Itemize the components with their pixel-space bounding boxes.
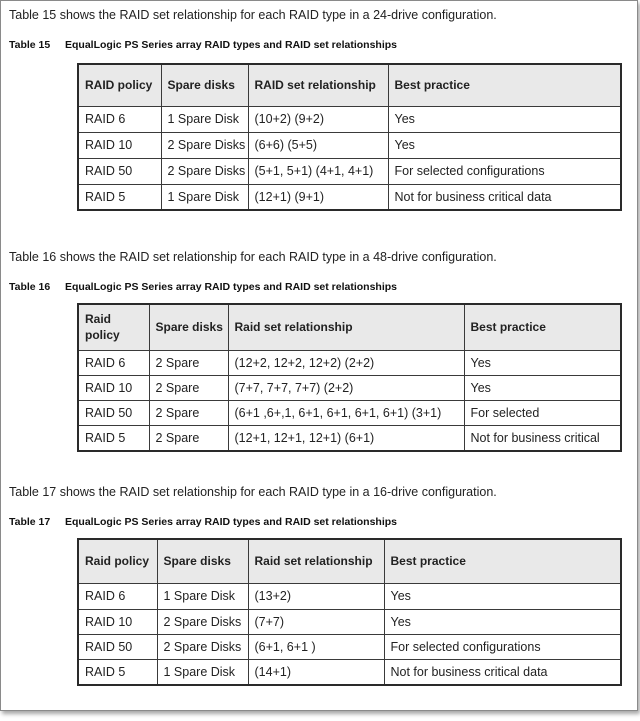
header-raid-set-relationship: RAID set relationship — [248, 64, 388, 106]
cell-spare-disks: 2 Spare Disks — [161, 132, 248, 158]
cell-raid-set-relationship: (5+1, 5+1) (4+1, 4+1) — [248, 158, 388, 184]
cell-raid-policy: RAID 50 — [78, 400, 149, 425]
cell-raid-set-relationship: (7+7, 7+7, 7+7) (2+2) — [228, 375, 464, 400]
caption-table-16 — [9, 281, 397, 293]
table-row — [78, 609, 621, 634]
cell-raid-policy: RAID 6 — [78, 106, 161, 132]
cell-spare-disks: 2 Spare Disks — [157, 609, 248, 634]
cell-spare-disks: 2 Spare Disks — [157, 634, 248, 659]
cell-best-practice: For selected configurations — [388, 158, 621, 184]
cell-spare-disks: 2 Spare — [149, 350, 228, 375]
cell-best-practice: Not for business critical data — [384, 659, 621, 685]
table-row — [78, 106, 621, 132]
table-row — [78, 634, 621, 659]
intro-paragraph-table-16: Table 16 shows the RAID set relationship for each RAID type in a 48-drive configuration. — [9, 250, 497, 264]
cell-spare-disks: 1 Spare Disk — [161, 184, 248, 210]
caption-number: Table 16 — [9, 281, 51, 293]
cell-best-practice: For selected — [464, 400, 621, 425]
header-best-practice: Best practice — [384, 539, 621, 583]
table-row — [78, 583, 621, 609]
table-row — [78, 132, 621, 158]
cell-raid-set-relationship: (13+2) — [248, 583, 384, 609]
table-row — [78, 659, 621, 685]
header-best-practice: Best practice — [464, 304, 621, 350]
cell-spare-disks: 2 Spare Disks — [161, 158, 248, 184]
cell-raid-set-relationship: (10+2) (9+2) — [248, 106, 388, 132]
cell-raid-set-relationship: (12+1, 12+1, 12+1) (6+1) — [228, 425, 464, 451]
table-row — [78, 425, 621, 451]
cell-best-practice: Yes — [384, 609, 621, 634]
cell-raid-set-relationship: (12+1) (9+1) — [248, 184, 388, 210]
cell-best-practice: Not for business critical — [464, 425, 621, 451]
cell-raid-set-relationship: (7+7) — [248, 609, 384, 634]
header-raid-policy: Raid policy — [78, 539, 157, 583]
raid-table-16 — [77, 303, 622, 452]
cell-raid-policy: RAID 5 — [78, 184, 161, 210]
cell-raid-policy: RAID 50 — [78, 158, 161, 184]
header-best-practice: Best practice — [388, 64, 621, 106]
cell-raid-set-relationship: (6+6) (5+5) — [248, 132, 388, 158]
cell-best-practice: Yes — [464, 375, 621, 400]
cell-raid-policy: RAID 10 — [78, 609, 157, 634]
cell-spare-disks: 2 Spare — [149, 375, 228, 400]
caption-number: Table 17 — [9, 516, 51, 528]
cell-raid-policy: RAID 6 — [78, 350, 149, 375]
cell-raid-set-relationship: (12+2, 12+2, 12+2) (2+2) — [228, 350, 464, 375]
caption-title: EqualLogic PS Series array RAID types and RAID set relationships — [65, 281, 398, 293]
raid-table-17 — [77, 538, 622, 686]
intro-paragraph-table-17: Table 17 shows the RAID set relationship for each RAID type in a 16-drive configuration. — [9, 485, 497, 499]
header-spare-disks: Spare disks — [157, 539, 248, 583]
table-header-row — [78, 539, 621, 583]
header-raid-set-relationship: Raid set relationship — [228, 304, 464, 350]
cell-raid-policy: RAID 50 — [78, 634, 157, 659]
header-raid-set-relationship: Raid set relationship — [248, 539, 384, 583]
caption-table-15 — [9, 39, 397, 51]
header-spare-disks: Spare disks — [161, 64, 248, 106]
caption-title: EqualLogic PS Series array RAID types and RAID set relationships — [65, 39, 398, 51]
cell-spare-disks: 1 Spare Disk — [157, 583, 248, 609]
cell-spare-disks: 2 Spare — [149, 425, 228, 451]
cell-raid-policy: RAID 5 — [78, 659, 157, 685]
cell-best-practice: For selected configurations — [384, 634, 621, 659]
cell-best-practice: Not for business critical data — [388, 184, 621, 210]
table-row — [78, 350, 621, 375]
cell-spare-disks: 1 Spare Disk — [161, 106, 248, 132]
header-raid-policy: Raid policy — [78, 304, 149, 350]
table-row — [78, 184, 621, 210]
cell-best-practice: Yes — [464, 350, 621, 375]
cell-spare-disks: 2 Spare — [149, 400, 228, 425]
caption-title: EqualLogic PS Series array RAID types and RAID set relationships — [65, 516, 398, 528]
cell-raid-set-relationship: (14+1) — [248, 659, 384, 685]
raid-table-15 — [77, 63, 622, 211]
cell-best-practice: Yes — [384, 583, 621, 609]
cell-spare-disks: 1 Spare Disk — [157, 659, 248, 685]
cell-raid-policy: RAID 6 — [78, 583, 157, 609]
cell-raid-policy: RAID 5 — [78, 425, 149, 451]
cell-best-practice: Yes — [388, 132, 621, 158]
cell-best-practice: Yes — [388, 106, 621, 132]
cell-raid-policy: RAID 10 — [78, 375, 149, 400]
caption-number: Table 15 — [9, 39, 51, 51]
cell-raid-set-relationship: (6+1 ,6+,1, 6+1, 6+1, 6+1, 6+1) (3+1) — [228, 400, 464, 425]
header-raid-policy: RAID policy — [78, 64, 161, 106]
table-header-row — [78, 64, 621, 106]
table-row — [78, 400, 621, 425]
cell-raid-set-relationship: (6+1, 6+1 ) — [248, 634, 384, 659]
caption-table-17 — [9, 516, 397, 528]
table-header-row — [78, 304, 621, 350]
table-row — [78, 375, 621, 400]
cell-raid-policy: RAID 10 — [78, 132, 161, 158]
intro-paragraph-table-15: Table 15 shows the RAID set relationship for each RAID type in a 24-drive configuration. — [9, 8, 497, 22]
header-spare-disks: Spare disks — [149, 304, 228, 350]
table-row — [78, 158, 621, 184]
